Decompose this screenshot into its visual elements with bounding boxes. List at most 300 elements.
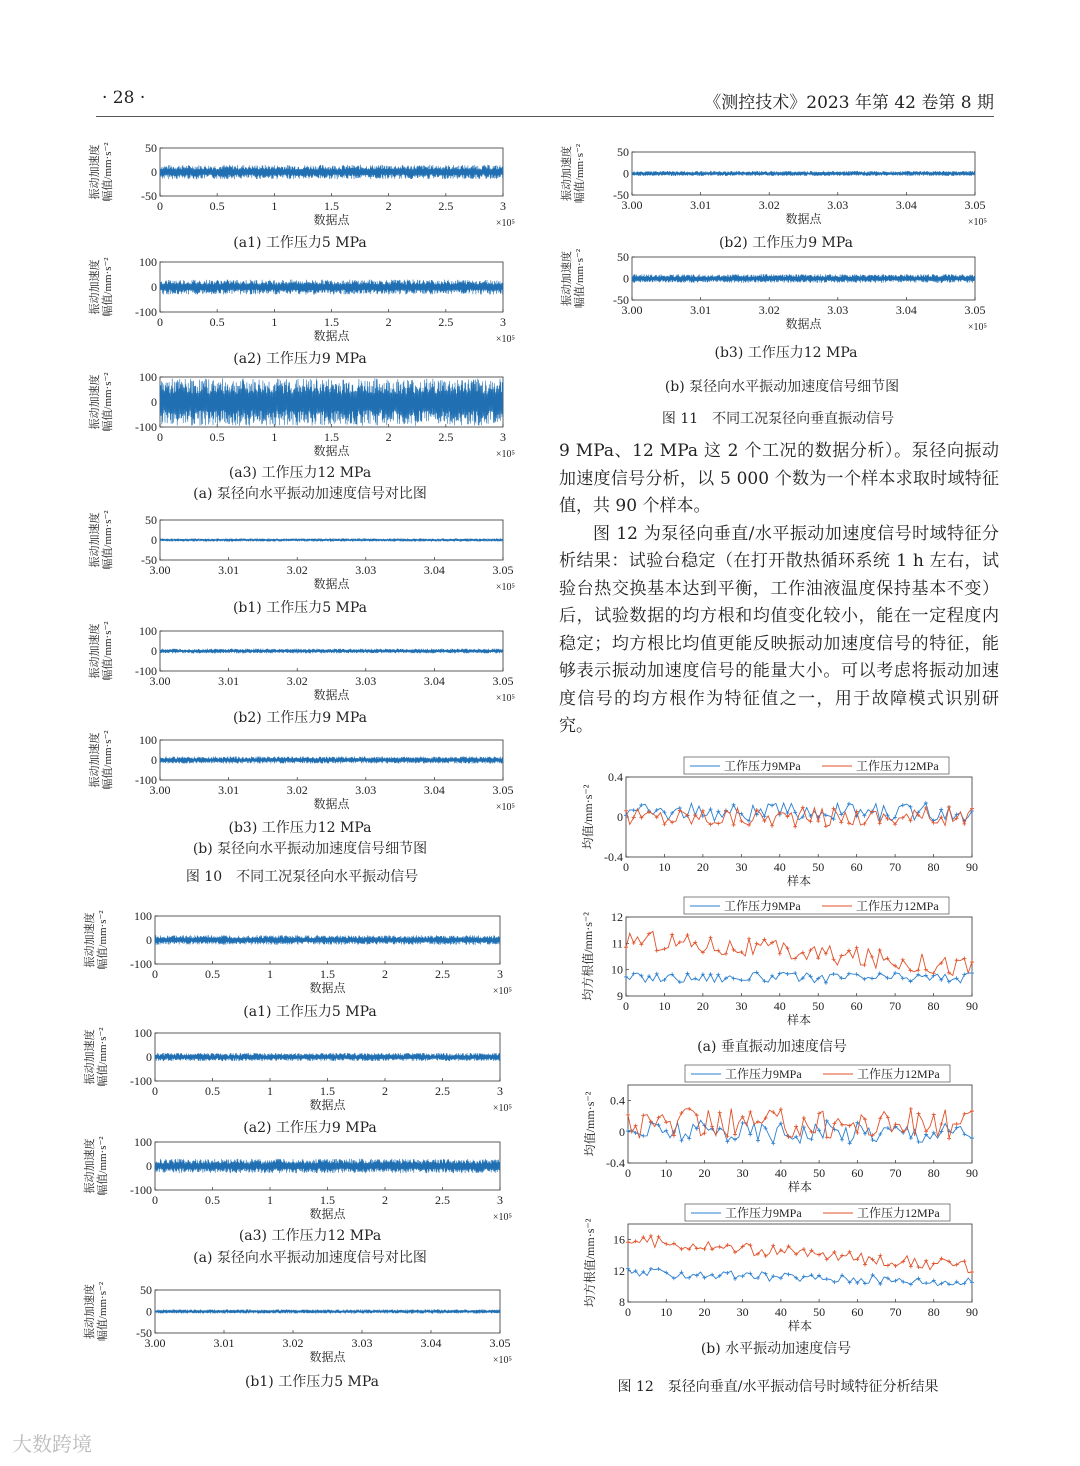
x-axis-label: 数据点 [313, 688, 350, 702]
plot-frame [628, 1224, 972, 1302]
signal-line [160, 280, 503, 295]
series-marker [955, 1122, 959, 1126]
series-marker [825, 1135, 829, 1139]
x-tick-label: 2 [385, 199, 392, 213]
caption-f12-b: (b) 水平振动加速度信号 [700, 1341, 852, 1357]
y-tick-label: 0 [146, 1304, 152, 1319]
x-tick-label: 2.5 [435, 967, 450, 981]
y-axis-label: 幅值/mm·s⁻² [574, 143, 586, 204]
y-tick-label: 100 [134, 1026, 152, 1040]
x-scale-label: ×10⁵ [492, 1103, 512, 1114]
series-marker [901, 803, 905, 807]
x-tick-label: 2.5 [435, 1193, 450, 1207]
x-tick-label: 0.5 [205, 1193, 220, 1207]
y-tick-label: 100 [139, 733, 157, 747]
y-axis-label: 振动加速度 [84, 1029, 96, 1085]
series-marker [916, 1112, 920, 1116]
series-marker [626, 1113, 630, 1117]
series-marker [970, 1109, 974, 1113]
y-axis-label: 幅值/mm·s⁻² [102, 730, 114, 790]
series-marker [916, 968, 920, 972]
chart-f11b3 [559, 248, 987, 333]
x-tick-label: 2.5 [438, 430, 454, 444]
x-scale-label: ×10⁵ [492, 986, 512, 997]
series-marker [871, 1138, 875, 1142]
x-axis-label: 数据点 [785, 212, 822, 226]
paragraph-2: 图 12 为泵径向垂直/水平振动加速度信号时域特征分析结果：试验台稳定（在打开散热循环系统 1 h 左右，试验台热交换基本达到平衡，工作油液温度保持基本不变）后，试验数据的均方根和均值变化较小，能在一定程度内稳定；均方根比均值更能反映振动加速度信号的特征，能够表示振动加速度信号的能量大小。可以考虑将振动加速度信号的均方根作为特征值之一，用于故障模式识别研究。 [559, 523, 999, 736]
series-marker [664, 1242, 668, 1246]
y-tick-label: -0.4 [606, 1156, 625, 1170]
x-tick-label: 3.02 [286, 674, 308, 688]
x-tick-label: 3 [500, 430, 506, 444]
x-tick-label: 20 [698, 1166, 711, 1180]
caption-f10-a: (a) 泵径向水平振动加速度信号对比图 [193, 486, 427, 502]
x-tick-label: 30 [735, 860, 748, 874]
series-marker [816, 956, 820, 960]
caption-f11-b2: (b2) 工作压力9 MPa [718, 235, 854, 251]
y-axis-label: 幅值/mm·s⁻² [97, 1136, 109, 1196]
series-marker [770, 804, 774, 808]
series-marker [809, 1137, 813, 1141]
y-tick-label: 9 [617, 989, 623, 1003]
chart-f10b1 [87, 510, 515, 593]
x-tick-label: 3.04 [423, 783, 445, 797]
page-number: · 28 · [102, 88, 146, 108]
y-axis-label: 振动加速度 [89, 259, 101, 315]
y-tick-label: -0.4 [604, 850, 623, 864]
caption-f11-b1: (b1) 工作压力5 MPa [244, 1374, 380, 1390]
plot-frame [626, 917, 972, 996]
chart-f11b2 [559, 143, 987, 228]
x-tick-label: 10 [658, 860, 671, 874]
x-tick-label: 90 [966, 999, 978, 1013]
series-marker [832, 972, 836, 976]
plot-frame [628, 1085, 972, 1163]
series-marker [624, 945, 628, 949]
y-axis-label: 幅值/mm·s⁻² [102, 142, 114, 202]
caption-f10-b1: (b1) 工作压力5 MPa [232, 600, 368, 616]
x-tick-label: 70 [889, 999, 902, 1013]
y-tick-label: 0 [146, 1050, 152, 1064]
caption-f11-b3: (b3) 工作压力12 MPa [714, 345, 858, 361]
x-tick-label: 0 [157, 430, 163, 444]
x-tick-label: 3.03 [827, 303, 849, 317]
y-tick-label: 100 [139, 624, 157, 638]
signal-line [160, 378, 503, 425]
y-axis-label: 振动加速度 [89, 144, 101, 200]
x-tick-label: 60 [851, 1166, 864, 1180]
y-tick-label: 0 [151, 533, 157, 547]
x-axis-label: 数据点 [309, 1207, 346, 1221]
y-axis-label: 均方根值/mm·s⁻² [581, 912, 595, 1001]
series-marker [747, 819, 751, 823]
y-axis-label: 幅值/mm·s⁻² [97, 1027, 109, 1087]
legend-label: 工作压力12MPa [856, 759, 939, 773]
series-marker [756, 1138, 760, 1142]
x-tick-label: 0.5 [205, 1084, 220, 1098]
y-axis-label: 幅值/mm·s⁻² [574, 248, 586, 309]
signal-line [632, 171, 975, 176]
series-marker [947, 980, 951, 984]
series-marker [939, 1281, 943, 1285]
series-marker [962, 973, 966, 977]
series-marker [817, 1111, 821, 1115]
chart-f11b1 [82, 1281, 512, 1366]
x-tick-label: 80 [927, 860, 940, 874]
y-tick-label: -100 [130, 1074, 152, 1088]
x-tick-label: 1 [267, 967, 273, 981]
x-tick-label: 50 [812, 999, 825, 1013]
series-marker [657, 1267, 661, 1271]
x-tick-label: 40 [773, 860, 786, 874]
y-axis-label: 振动加速度 [561, 146, 573, 201]
y-tick-label: 0 [623, 271, 629, 286]
series-marker [709, 936, 713, 940]
x-tick-label: 3.01 [690, 303, 712, 317]
series-marker [716, 973, 720, 977]
series-marker [718, 1110, 722, 1114]
series-marker [764, 1254, 768, 1258]
legend-label: 工作压力9MPa [724, 899, 801, 913]
series-marker [686, 933, 690, 937]
y-axis-label: 振动加速度 [84, 1138, 96, 1194]
x-axis-label: 数据点 [309, 981, 346, 995]
x-tick-label: 3.01 [218, 563, 240, 577]
series-marker [817, 1253, 821, 1257]
x-tick-label: 20 [698, 1305, 711, 1319]
series-marker [641, 1134, 645, 1138]
series-marker [739, 978, 743, 982]
chart-f10b3 [87, 730, 515, 813]
x-tick-label: 3.01 [690, 198, 712, 212]
series-marker [947, 1136, 951, 1140]
chart-f12h_rms [582, 1204, 978, 1333]
y-tick-label: 100 [139, 370, 157, 384]
y-tick-label: 0 [151, 395, 157, 409]
series-marker [655, 949, 659, 953]
series-marker [855, 972, 859, 976]
series-marker [863, 1263, 867, 1267]
legend-label: 工作压力12MPa [856, 899, 939, 913]
y-axis-label: 振动加速度 [89, 623, 101, 679]
caption-f11-a1: (a1) 工作压力5 MPa [243, 1004, 377, 1020]
caption-f11-a2: (a2) 工作压力9 MPa [243, 1120, 377, 1136]
series-marker [939, 1122, 943, 1126]
x-tick-label: 1.5 [324, 315, 339, 329]
series-marker [710, 1125, 714, 1129]
x-axis-label: 数据点 [313, 213, 350, 227]
series-marker [802, 1116, 806, 1120]
x-tick-label: 1.5 [324, 430, 339, 444]
x-tick-label: 3.05 [964, 303, 986, 317]
caption-f11-a: (a) 泵径向水平振动加速度信号对比图 [193, 1250, 427, 1266]
x-tick-label: 3.01 [213, 1336, 235, 1350]
x-tick-label: 60 [850, 999, 863, 1013]
series-marker [747, 937, 751, 941]
x-tick-label: 2 [385, 315, 392, 329]
series-marker [624, 809, 628, 813]
y-tick-label: 0 [617, 810, 623, 824]
x-tick-label: 3.02 [758, 198, 780, 212]
series-marker [962, 822, 966, 826]
series-marker [748, 1243, 752, 1247]
y-tick-label: 50 [617, 250, 629, 264]
x-axis-label: 数据点 [309, 1350, 346, 1364]
x-tick-label: 3.00 [149, 674, 171, 688]
x-tick-label: 3.05 [492, 563, 514, 577]
series-marker [970, 1136, 974, 1140]
y-axis-label: 振动加速度 [561, 251, 573, 306]
chart-f10a3 [87, 370, 515, 460]
series-marker [710, 1247, 714, 1251]
x-tick-label: 3.00 [149, 563, 171, 577]
chart-f12h_mean [582, 1065, 978, 1194]
y-axis-label: 振动加速度 [89, 732, 101, 788]
y-tick-label: 100 [134, 909, 152, 923]
series-marker [932, 1261, 936, 1265]
x-tick-label: 2 [382, 1084, 388, 1098]
y-tick-label: -50 [136, 1326, 152, 1340]
series-marker [862, 963, 866, 967]
x-tick-label: 40 [773, 999, 786, 1013]
x-axis-label: 样本 [787, 1180, 813, 1194]
x-tick-label: 0 [157, 199, 163, 213]
series-marker [878, 1116, 882, 1120]
series-marker [741, 1121, 745, 1125]
y-tick-label: 0 [151, 280, 157, 294]
signal-line [160, 756, 503, 763]
caption-f10-a2: (a2) 工作压力9 MPa [233, 351, 367, 367]
y-tick-label: 0 [151, 644, 157, 658]
signal-line [155, 1309, 500, 1313]
journal-title: 《测控技术》2023 年第 42 卷第 8 期 [704, 93, 994, 113]
x-tick-label: 10 [660, 1305, 673, 1319]
x-tick-label: 60 [850, 860, 863, 874]
series-marker [755, 941, 759, 945]
x-tick-label: 3.00 [144, 1336, 166, 1350]
series-marker [793, 825, 797, 829]
figure11-caption: 图 11 不同工况泵径向垂直振动信号 [661, 411, 895, 427]
x-tick-label: 3 [497, 967, 503, 981]
series-marker [693, 977, 697, 981]
y-tick-label: -100 [130, 957, 152, 971]
figure10-caption: 图 10 不同工况泵径向水平振动信号 [185, 869, 419, 885]
series-marker [909, 1107, 913, 1111]
caption-f10-a3: (a3) 工作压力12 MPa [228, 465, 372, 481]
series-marker [733, 1132, 737, 1136]
chart-f11a2 [82, 1026, 512, 1114]
series-marker [748, 1133, 752, 1137]
caption-f11-b: (b) 泵径向水平振动加速度信号细节图 [664, 379, 900, 395]
signal-line [155, 1053, 500, 1061]
y-tick-label: 0 [151, 753, 157, 767]
series-marker [632, 815, 636, 819]
chart-f10b2 [87, 621, 515, 704]
x-tick-label: 3.03 [355, 783, 377, 797]
y-tick-label: -50 [141, 553, 157, 567]
x-scale-label: ×10⁵ [495, 693, 515, 704]
x-tick-label: 70 [889, 1305, 902, 1319]
x-tick-label: 30 [736, 1305, 749, 1319]
series-marker [686, 971, 690, 975]
series-marker [947, 805, 951, 809]
y-tick-label: 100 [139, 255, 157, 269]
x-tick-label: 80 [927, 1166, 940, 1180]
x-tick-label: 3.04 [895, 198, 917, 212]
series-marker [747, 978, 751, 982]
y-tick-label: 0.4 [610, 1093, 625, 1108]
y-tick-label: -100 [130, 1183, 152, 1197]
x-axis-label: 数据点 [313, 329, 350, 343]
x-tick-label: 3.03 [355, 674, 377, 688]
legend-label: 工作压力9MPa [724, 759, 801, 773]
x-tick-label: 2 [385, 430, 392, 444]
series-marker [878, 821, 882, 825]
series-marker [655, 972, 659, 976]
y-axis-label: 均值/mm·s⁻² [581, 784, 595, 850]
x-scale-label: ×10⁵ [495, 802, 515, 813]
y-tick-label: 100 [134, 1135, 152, 1149]
x-tick-label: 2.5 [435, 1084, 450, 1098]
x-scale-label: ×10⁵ [492, 1355, 512, 1366]
x-tick-label: 10 [660, 1166, 673, 1180]
x-tick-label: 50 [813, 1166, 826, 1180]
y-axis-label: 幅值/mm·s⁻² [102, 621, 114, 681]
series-marker [916, 1140, 920, 1144]
x-tick-label: 3 [500, 199, 506, 213]
series-marker [680, 1139, 684, 1143]
series-marker [787, 1272, 791, 1276]
x-tick-label: 2.5 [438, 199, 454, 213]
x-axis-label: 数据点 [785, 317, 822, 331]
x-tick-label: 30 [735, 999, 748, 1013]
series-marker [870, 955, 874, 959]
legend-label: 工作压力12MPa [857, 1206, 940, 1220]
series-line [626, 972, 972, 982]
caption-f11-a3: (a3) 工作压力12 MPa [238, 1228, 382, 1244]
x-tick-label: 1 [271, 430, 278, 444]
series-marker [732, 803, 736, 807]
series-marker [962, 1112, 966, 1116]
x-tick-label: 0.5 [209, 430, 225, 444]
series-marker [794, 1124, 798, 1128]
x-tick-label: 1 [267, 1193, 273, 1207]
series-marker [870, 977, 874, 981]
series-marker [778, 952, 782, 956]
y-tick-label: -50 [613, 188, 629, 202]
y-tick-label: -100 [135, 305, 157, 319]
series-marker [939, 808, 943, 812]
y-tick-label: 50 [145, 513, 157, 527]
chart-f12v_mean [580, 757, 978, 888]
y-tick-label: 0 [623, 166, 629, 181]
series-marker [894, 1279, 898, 1283]
series-marker [785, 972, 789, 976]
signal-line [155, 1159, 500, 1173]
series-marker [793, 810, 797, 814]
series-marker [785, 811, 789, 815]
x-tick-label: 3.05 [492, 783, 514, 797]
x-tick-label: 1 [271, 199, 278, 213]
y-axis-label: 幅值/mm·s⁻² [102, 372, 114, 432]
x-tick-label: 3.04 [895, 303, 917, 317]
series-marker [748, 1110, 752, 1114]
series-marker [840, 1138, 844, 1142]
x-tick-label: 10 [658, 999, 671, 1013]
series-marker [664, 1129, 668, 1133]
series-marker [839, 954, 843, 958]
series-marker [771, 1244, 775, 1248]
y-tick-label: 12 [613, 1263, 625, 1278]
series-marker [702, 1247, 706, 1251]
y-axis-label: 幅值/mm·s⁻² [97, 1281, 109, 1342]
y-tick-label: 0 [146, 933, 152, 947]
y-tick-label: -50 [141, 189, 157, 203]
y-tick-label: 50 [145, 141, 157, 155]
x-tick-label: 3.00 [621, 198, 643, 212]
series-marker [878, 948, 882, 952]
series-marker [670, 932, 674, 936]
x-tick-label: 0 [625, 1305, 631, 1319]
x-tick-label: 90 [966, 860, 978, 874]
series-marker [909, 1264, 913, 1268]
x-scale-label: ×10⁵ [492, 1212, 512, 1223]
y-axis-label: 幅值/mm·s⁻² [97, 910, 109, 970]
x-tick-label: 1 [271, 315, 278, 329]
x-tick-label: 1.5 [320, 967, 335, 981]
series-marker [847, 802, 851, 806]
x-axis-label: 样本 [786, 874, 812, 888]
x-tick-label: 3.04 [423, 563, 445, 577]
y-axis-label: 振动加速度 [84, 912, 96, 968]
body-text [559, 438, 999, 741]
series-marker [962, 957, 966, 961]
y-tick-label: -100 [135, 420, 157, 434]
x-tick-label: 0.5 [209, 315, 225, 329]
signal-line [155, 935, 500, 945]
series-marker [733, 1250, 737, 1254]
chart-f11a3 [82, 1135, 512, 1223]
x-tick-label: 0 [623, 860, 629, 874]
y-axis-label: 振动加速度 [89, 374, 101, 430]
caption-f12-a: (a) 垂直振动加速度信号 [697, 1039, 847, 1055]
series-marker [932, 1113, 936, 1117]
series-marker [626, 1129, 630, 1133]
y-axis-label: 均方根值/mm·s⁻² [583, 1218, 597, 1308]
x-tick-label: 3.03 [827, 198, 849, 212]
series-marker [771, 1141, 775, 1145]
x-tick-label: 1 [267, 1084, 273, 1098]
watermark: 大数跨境 [12, 1432, 92, 1456]
y-tick-label: 16 [613, 1232, 625, 1247]
y-tick-label: 12 [611, 910, 623, 924]
series-marker [908, 819, 912, 823]
series-marker [825, 1277, 829, 1281]
x-scale-label: ×10⁵ [495, 582, 515, 593]
series-marker [878, 1132, 882, 1136]
series-marker [732, 823, 736, 827]
signal-line [160, 165, 503, 179]
y-axis-label: 均值/mm·s⁻² [583, 1091, 597, 1157]
x-axis-label: 样本 [787, 1319, 813, 1333]
x-tick-label: 3.03 [351, 1336, 373, 1350]
y-tick-label: 50 [140, 1283, 152, 1297]
caption-f10-b: (b) 泵径向水平振动加速度信号细节图 [192, 841, 428, 857]
x-tick-label: 90 [966, 1305, 978, 1319]
x-tick-label: 3.01 [218, 783, 240, 797]
x-tick-label: 3 [497, 1084, 503, 1098]
series-marker [909, 1136, 913, 1140]
